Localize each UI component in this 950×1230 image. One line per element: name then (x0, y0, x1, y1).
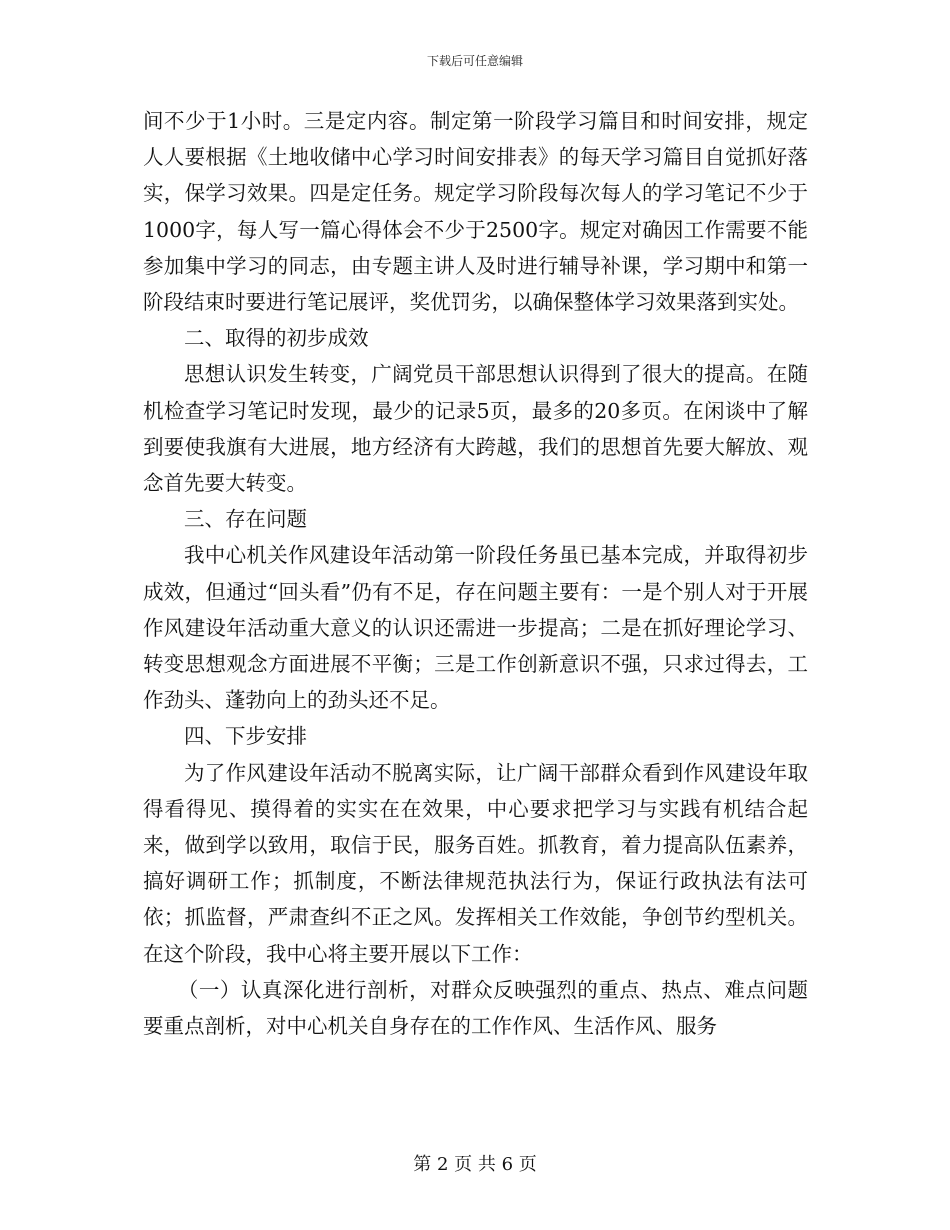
paragraph-item-one: （一）认真深化进行剖析，对群众反映强烈的重点、热点、难点问题要重点剖析，对中心机关自身存在的工作作风、生活作风、服务 (143, 977, 808, 1039)
paragraph-continuation: 间不少于1小时。三是定内容。制定第一阶段学习篇目和时间安排，规定人人要根据《土地收储中心学习时间安排表》的每天学习篇目自觉抓好落实，保学习效果。四是定任务。规定学习阶段每次每人的学习笔记不少于1000字，每人写一篇心得体会不少于2500字。规定对确因工作需要不能参加集中学习的同志，由专题主讲人及时进行辅导补课，学习期中和第一阶段结束时要进行笔记展评，奖优罚劣，以确保整体学习效果落到实处。 (143, 109, 808, 315)
page-number-footer: 第 2 页 共 6 页 (413, 1154, 537, 1175)
paragraph-results: 思想认识发生转变，广阔党员干部思想认识得到了很大的提高。在随机检查学习笔记时发现，最少的记录5页，最多的20多页。在闲谈中了解到要使我旗有大进展，地方经济有大跨越，我们的思想首先要大解放、观念首先要大转变。 (143, 362, 808, 496)
paragraph-next-steps: 为了作风建设年活动不脱离实际，让广阔干部群众看到作风建设年取得看得见、摸得着的实实在在效果，中心要求把学习与实践有机结合起来，做到学以致用，取信于民，服务百姓。抓教育，着力提高队伍素养，搞好调研工作；抓制度，不断法律规范执法行为，保证行政执法有法可依；抓监督，严肃查纠不正之风。发挥相关工作效能，争创节约型机关。在这个阶段，我中心将主要开展以下工作： (143, 760, 808, 966)
section-heading-next-steps: 四、下步安排 (184, 724, 307, 749)
paragraph-problems: 我中心机关作风建设年活动第一阶段任务虽已基本完成，并取得初步成效，但通过“回头看”仍有不足，存在问题主要有：一是个别人对于开展作风建设年活动重大意义的认识还需进一步提高；二是在抓好理论学习、转变思想观念方面进展不平衡；三是工作创新意识不强，只求过得去，工作劲头、蓬勃向上的劲头还不足。 (143, 543, 808, 713)
section-heading-problems: 三、存在问题 (184, 507, 307, 532)
section-heading-results: 二、取得的初步成效 (184, 326, 369, 351)
document-body (143, 103, 808, 1044)
page-header: 下载后可任意编辑 (426, 54, 523, 68)
